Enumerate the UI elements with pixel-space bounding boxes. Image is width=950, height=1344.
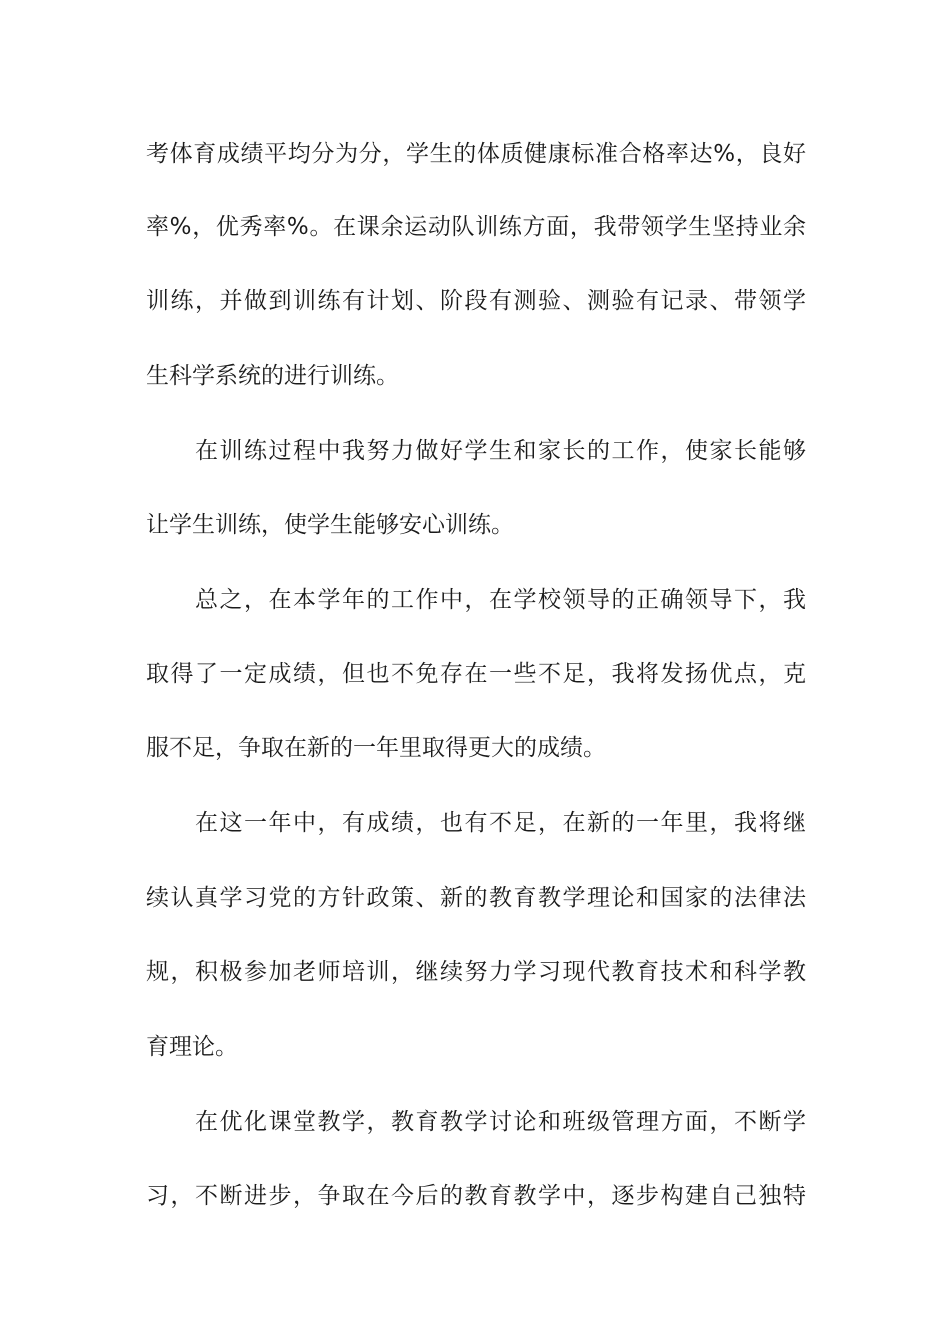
text-line: 考体育成绩平均分为分，学生的体质健康标准合格率达%，良好 — [146, 141, 806, 167]
text-line: 服不足，争取在新的一年里取得更大的成绩。 — [146, 735, 606, 761]
text-line: 育理论。 — [146, 1034, 238, 1060]
text-line: 取得了一定成绩，但也不免存在一些不足，我将发扬优点，克 — [146, 661, 806, 687]
text-line: 生科学系统的进行训练。 — [146, 363, 399, 389]
text-line: 率%，优秀率%。在课余运动队训练方面，我带领学生坚持业余 — [146, 214, 806, 240]
text-line: 总之，在本学年的工作中，在学校领导的正确领导下，我 — [195, 587, 806, 613]
text-line: 在优化课堂教学，教育教学讨论和班级管理方面，不断学 — [195, 1109, 806, 1135]
text-line: 训练，并做到训练有计划、阶段有测验、测验有记录、带领学 — [146, 288, 806, 314]
text-line: 规，积极参加老师培训，继续努力学习现代教育技术和科学教 — [146, 959, 806, 985]
text-line: 习，不断进步，争取在今后的教育教学中，逐步构建自己独特 — [146, 1183, 806, 1209]
text-line: 续认真学习党的方针政策、新的教育教学理论和国家的法律法 — [146, 885, 806, 911]
text-line: 让学生训练，使学生能够安心训练。 — [146, 512, 514, 538]
text-line: 在这一年中，有成绩，也有不足，在新的一年里，我将继 — [195, 810, 806, 836]
text-line: 在训练过程中我努力做好学生和家长的工作，使家长能够 — [195, 438, 806, 464]
